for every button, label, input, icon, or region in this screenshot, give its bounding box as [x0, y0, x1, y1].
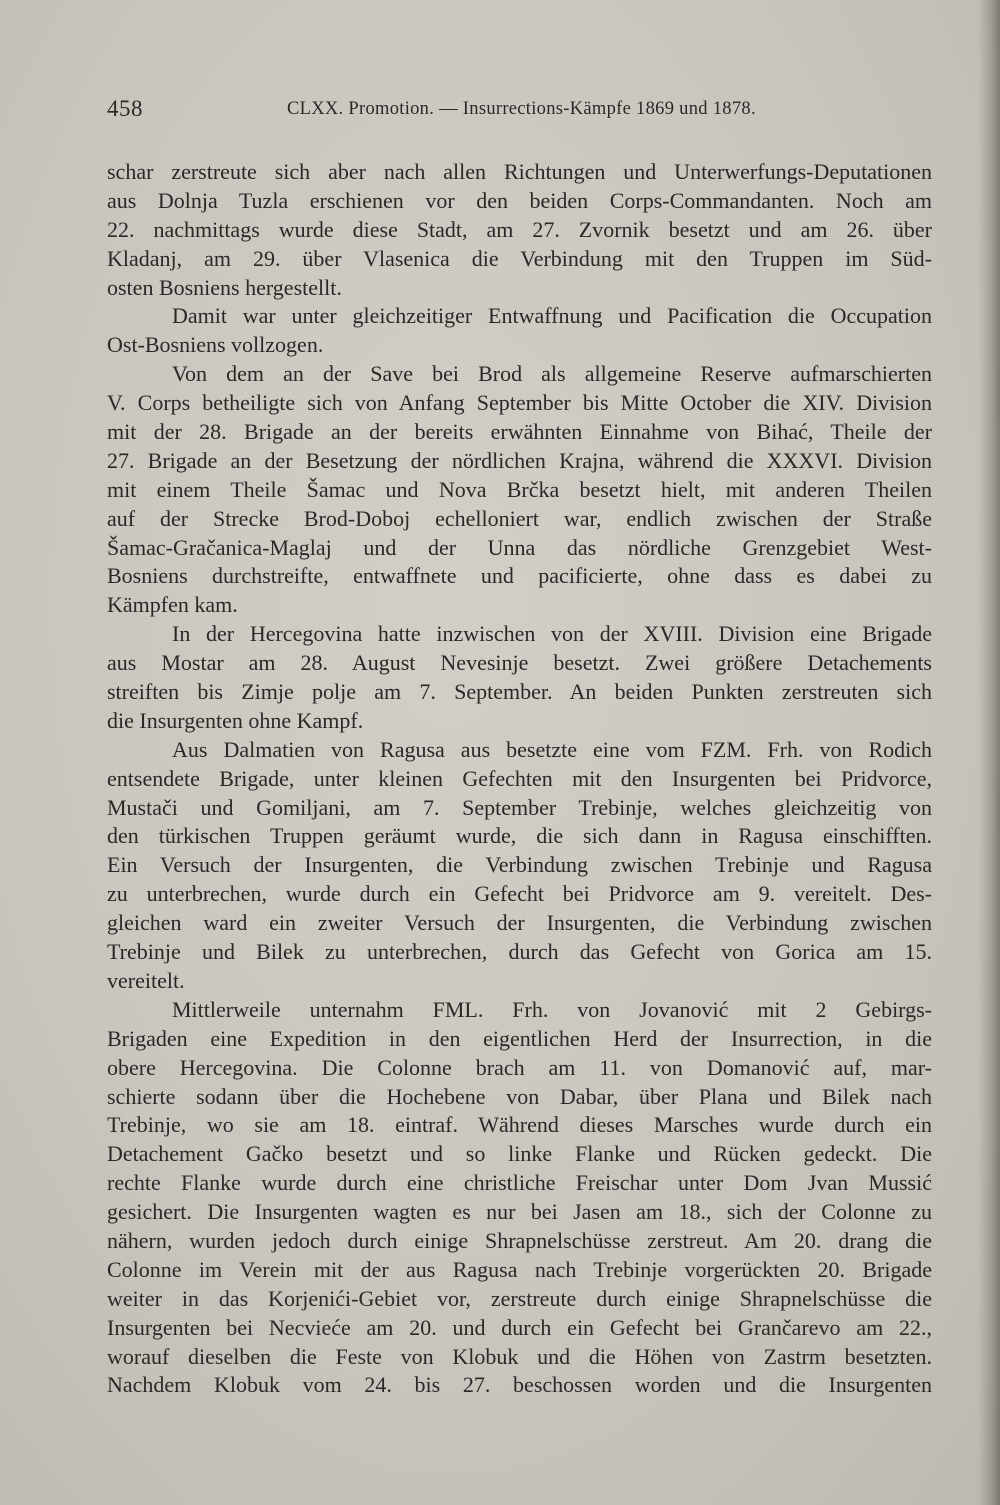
- text-line: auf der Strecke Brod-Doboj echelloniert war, endlich zwischen der Straße: [107, 505, 932, 531]
- text-line: Kladanj, am 29. über Vlasenica die Verbindung mit den Truppen im Süd-: [107, 245, 932, 271]
- text-line: In der Hercegovina hatte inzwischen von der XVIII. Division eine Brigade: [172, 621, 932, 647]
- text-line: nähern, wurden jedoch durch einige Shrapnelschüsse zerstreut. Am 20. drang die: [107, 1227, 932, 1253]
- text-line: Colonne im Verein mit der aus Ragusa nach Trebinje vorgerückten 20. Brigade: [107, 1256, 932, 1282]
- text-line: Ost-Bosniens vollzogen.: [107, 332, 324, 358]
- text-line: zu unterbrechen, wurde durch ein Gefecht bei Pridvorce am 9. vereitelt. Des-: [107, 881, 932, 907]
- text-line: Mittlerweile unternahm FML. Frh. von Jovanović mit 2 Gebirgs-: [172, 996, 932, 1022]
- page-number: 458: [107, 96, 143, 121]
- page-gutter-shadow: [978, 0, 1000, 1505]
- text-line: V. Corps betheiligte sich von Anfang September bis Mitte October die XIV. Division: [107, 390, 932, 416]
- text-line: gleichen ward ein zweiter Versuch der Insurgenten, die Verbindung zwischen: [107, 910, 932, 936]
- text-line: rechte Flanke wurde durch eine christliche Freischar unter Dom Jvan Mussić: [107, 1170, 932, 1196]
- text-line: schierte sodann über die Hochebene von Dabar, über Plana und Bilek nach: [107, 1083, 932, 1109]
- text-line: Damit war unter gleichzeitiger Entwaffnung und Pacification die Occupation: [172, 303, 932, 329]
- text-line: weiter in das Korjenići-Gebiet vor, zerstreute durch einige Shrapnelschüsse die: [107, 1285, 932, 1311]
- text-line: den türkischen Truppen geräumt wurde, die sich dann in Ragusa einschifften.: [107, 823, 932, 849]
- text-line: gesichert. Die Insurgenten wagten es nur bei Jasen am 18., sich der Colonne zu: [107, 1199, 932, 1225]
- text-line: obere Hercegovina. Die Colonne brach am 11. von Domanović auf, mar-: [107, 1054, 932, 1080]
- text-line: entsendete Brigade, unter kleinen Gefechten mit den Insurgenten bei Pridvorce,: [107, 765, 932, 791]
- text-line: worauf dieselben die Feste von Klobuk und die Höhen von Zastrm besetzten.: [107, 1343, 932, 1369]
- text-line: mit der 28. Brigade an der bereits erwähnten Einnahme von Bihać, Theile der: [107, 419, 932, 445]
- running-head: CLXX. Promotion. — Insurrections-Kämpfe 1869 und 1878.: [287, 99, 756, 119]
- text-line: osten Bosniens hergestellt.: [107, 274, 342, 300]
- text-line: Kämpfen kam.: [107, 592, 238, 618]
- text-line: vereitelt.: [107, 967, 185, 993]
- text-line: Aus Dalmatien von Ragusa aus besetzte eine vom FZM. Frh. von Rodich: [172, 736, 932, 762]
- text-line: 22. nachmittags wurde diese Stadt, am 27. Zvornik besetzt und am 26. über: [107, 216, 932, 242]
- text-line: aus Dolnja Tuzla erschienen vor den beiden Corps-Commandanten. Noch am: [107, 187, 932, 213]
- text-line: Ein Versuch der Insurgenten, die Verbindung zwischen Trebinje und Ragusa: [107, 852, 932, 878]
- text-line: aus Mostar am 28. August Nevesinje besetzt. Zwei größere Detachements: [107, 650, 932, 676]
- text-line: Trebinje und Bilek zu unterbrechen, durch das Gefecht von Gorica am 15.: [107, 939, 932, 965]
- text-line: Šamac-Gračanica-Maglaj und der Unna das nördliche Grenzgebiet West-: [107, 534, 932, 560]
- text-line: streiften bis Zimje polje am 7. September. An beiden Punkten zerstreuten sich: [107, 679, 932, 705]
- text-line: 27. Brigade an der Besetzung der nördlichen Krajna, während die XXXVI. Division: [107, 447, 932, 473]
- text-line: Nachdem Klobuk vom 24. bis 27. beschossen worden und die Insurgenten: [107, 1372, 932, 1398]
- page-header: [107, 96, 927, 126]
- text-line: Brigaden eine Expedition in den eigentlichen Herd der Insurrection, in die: [107, 1025, 932, 1051]
- text-line: Bosniens durchstreifte, entwaffnete und pacificierte, ohne dass es dabei zu: [107, 563, 932, 589]
- text-line: Trebinje, wo sie am 18. eintraf. Während dieses Marsches wurde durch ein: [107, 1112, 932, 1138]
- text-line: mit einem Theile Šamac und Nova Brčka besetzt hielt, mit anderen Theilen: [107, 476, 932, 502]
- text-line: Mustači und Gomiljani, am 7. September Trebinje, welches gleichzeitig von: [107, 794, 932, 820]
- text-line: Insurgenten bei Necvieće am 20. und durch ein Gefecht bei Grančarevo am 22.,: [107, 1314, 932, 1340]
- text-line: Von dem an der Save bei Brod als allgemeine Reserve aufmarschierten: [172, 361, 932, 387]
- text-line: Detachement Gačko besetzt und so linke Flanke und Rücken gedeckt. Die: [107, 1141, 932, 1167]
- body-text: [107, 158, 932, 1400]
- text-line: schar zerstreute sich aber nach allen Richtungen und Unterwerfungs-Deputationen: [107, 159, 932, 184]
- text-line: die Insurgenten ohne Kampf.: [107, 707, 364, 733]
